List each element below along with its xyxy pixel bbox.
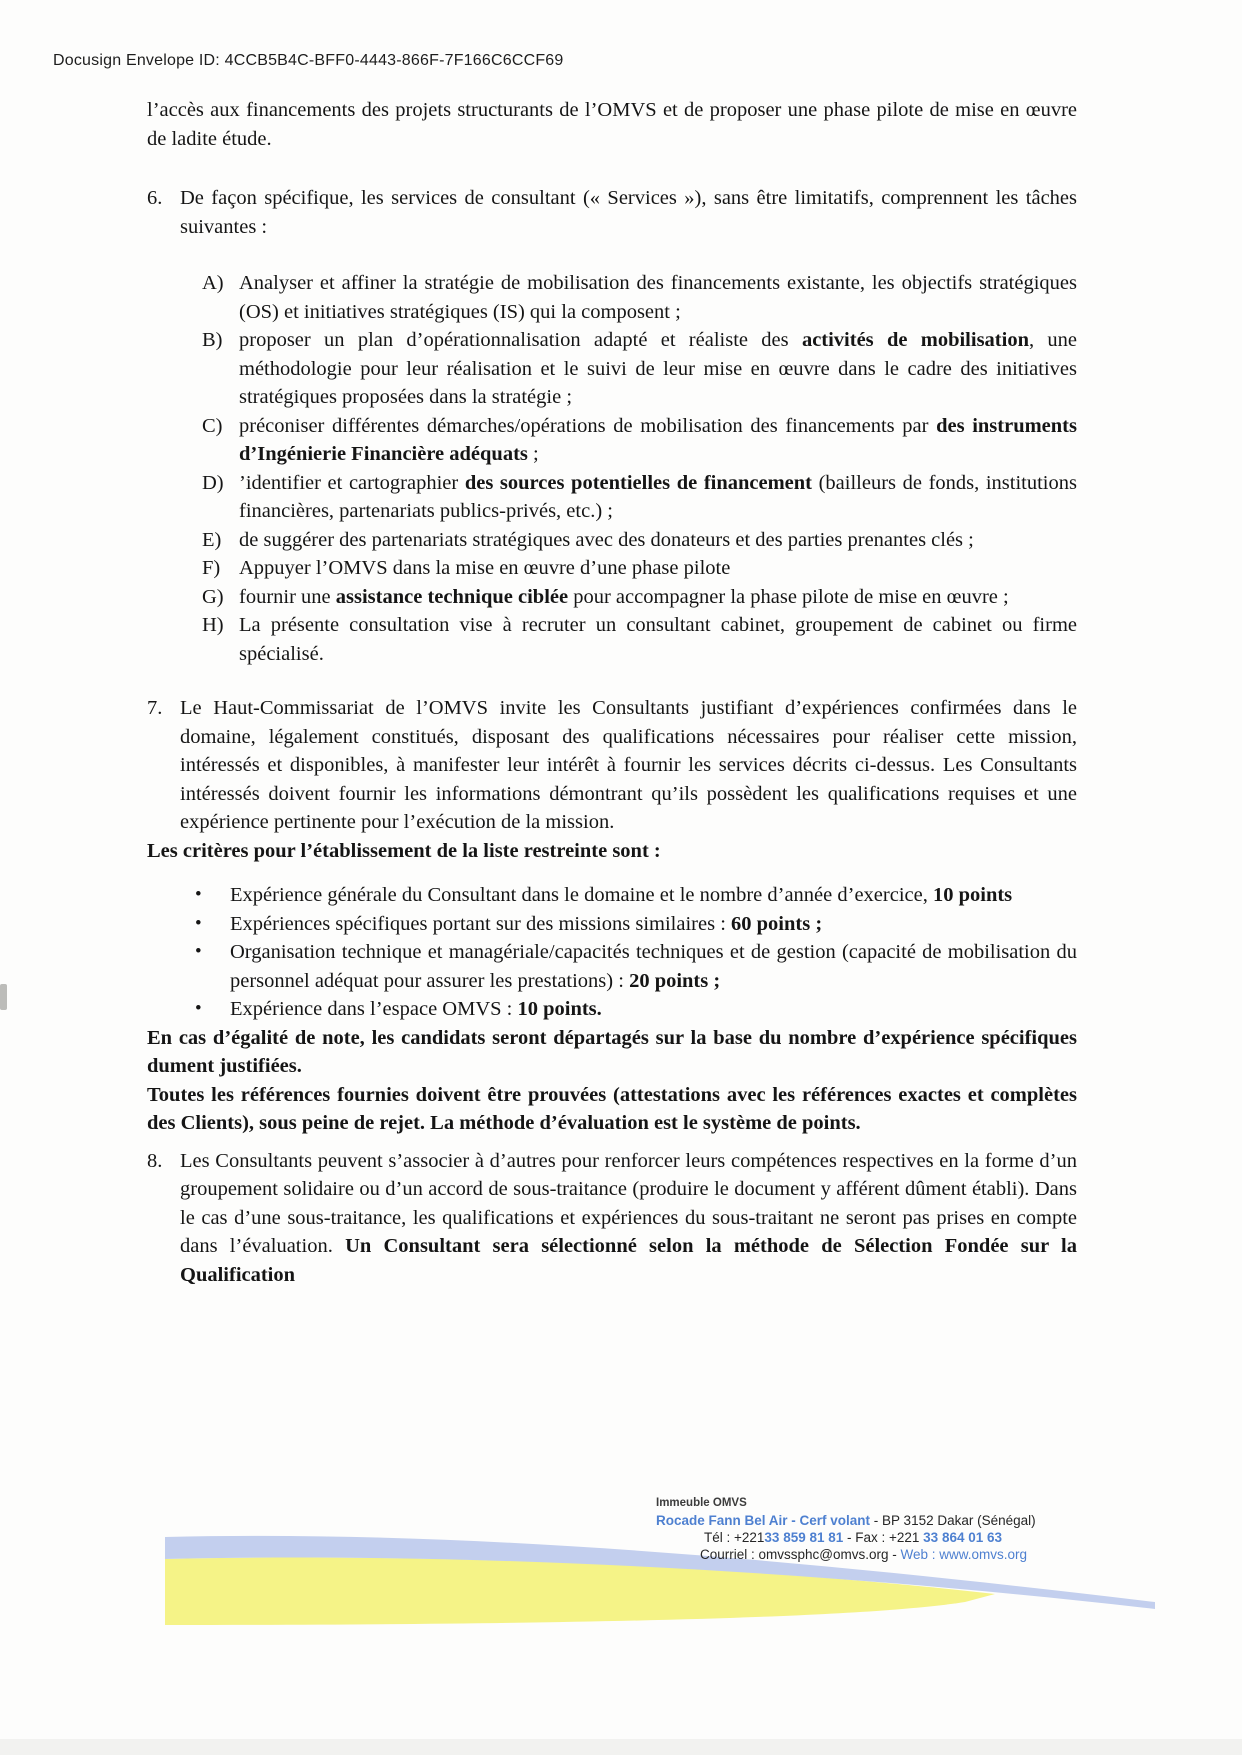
item-text: Le Haut-Commissariat de l’OMVS invite les Consultants justifiant d’expériences confirmées dans le domaine, légalement constitués, disposant des qualifications nécessaires pour réaliser cette mission, intéressés et disponibles, à manifester leur intérêt à fournir les services décrits ci-dessus. Les Consultants intéressés doivent fournir les informations démontrant qu’ils possèdent les qualifications requises et une expérience pertinente pour l’exécution de la mission.: [180, 697, 1077, 833]
criterion-text: Expérience dans l’espace OMVS : 10 points.: [230, 998, 602, 1020]
criterion-text: Expériences spécifiques portant sur des missions similaires : 60 points ;: [230, 912, 823, 935]
task-letter: C): [202, 414, 223, 437]
numbered-item-8: [147, 1147, 1077, 1290]
footer-email: Courriel : omvssphc@omvs.org -: [700, 1547, 901, 1562]
references-note: Toutes les références fournies doivent être prouvées (attestations avec les références exactes et complètes des Clients), sous peine de rejet. La méthode d’évaluation est le système de points.: [147, 1083, 1077, 1134]
footer-address: [656, 1512, 1036, 1529]
task-letter: E): [202, 528, 222, 551]
task-letter: A): [202, 272, 224, 294]
task-item-d: [202, 469, 1077, 526]
footer-tel-number: 33 859 81 81: [764, 1530, 844, 1545]
document-body: [147, 96, 1077, 1289]
footer-address-bp: - BP 3152 Dakar (Sénégal): [870, 1513, 1036, 1528]
footer-phone-fax: Tél : +22133 859 81 81 - Fax : +221 33 864 01 63: [704, 1530, 1002, 1545]
item-number: 7.: [147, 697, 163, 719]
bullet-icon: •: [195, 884, 202, 905]
item-text: De façon spécifique, les services de consultant (« Services »), sans être limitatifs, comprennent les tâches suivantes :: [180, 187, 1077, 238]
numbered-item-7: [147, 694, 1077, 837]
criterion-3: [193, 938, 1077, 995]
scan-artifact: [0, 984, 7, 1010]
bullet-icon: •: [195, 998, 202, 1019]
task-letter: H): [202, 614, 224, 636]
task-text: fournir une assistance technique ciblée pour accompagner la phase pilote de mise en œuvre ;: [239, 585, 1009, 608]
item-text: Les Consultants peuvent s’associer à d’autres pour renforcer leurs compétences respectives en la forme d’un groupement solidaire ou d’un accord de sous-traitance (produire le document y afférent dûment établi). Dans le cas d’une sous-traitance, les qualifications et expériences du sous-traitant ne seront pas prises en compte dans l’évaluation. Un Consultant sera sélectionné selon la méthode de Sélection Fondée sur la Qualification: [180, 1149, 1078, 1286]
task-item-f: [202, 554, 1077, 583]
task-item-c: [202, 412, 1077, 469]
footer-contact-block: [656, 1495, 1036, 1563]
bullet-icon: •: [195, 912, 202, 934]
numbered-item-6: [147, 184, 1077, 241]
item-number: 6.: [147, 187, 163, 209]
footer-building: Immeuble OMVS: [656, 1497, 747, 1509]
item-number: 8.: [147, 1149, 163, 1172]
task-text: Appuyer l’OMVS dans la mise en œuvre d’une phase pilote: [239, 557, 731, 579]
task-text: de suggérer des partenariats stratégiques avec des donateurs et des parties prenantes clés ;: [239, 528, 974, 551]
criterion-1: [193, 881, 1077, 910]
task-letter: F): [202, 557, 221, 579]
task-item-h: [202, 611, 1077, 668]
task-text: Analyser et affiner la stratégie de mobilisation des financements existante, les objectifs stratégiques (OS) et initiatives stratégiques (IS) qui la composent ;: [239, 272, 1077, 323]
task-item-e: [202, 526, 1077, 555]
footer-fax-number: 33 864 01 63: [923, 1530, 1002, 1545]
task-text: proposer un plan d’opérationnalisation adapté et réaliste des activités de mobilisation, une méthodologie pour leur réalisation et le suivi de leur mise en œuvre dans le cadre des initiatives stratégiques proposées dans la stratégie ;: [239, 329, 1078, 408]
task-item-g: [202, 583, 1077, 612]
task-letter: B): [202, 329, 223, 351]
task-letter: D): [202, 471, 224, 494]
tie-break-note: En cas d’égalité de note, les candidats seront départagés sur la base du nombre d’expérience spécifiques dument justifiées.: [147, 1026, 1077, 1077]
criteria-list: [193, 881, 1077, 1024]
criteria-heading: Les critères pour l’établissement de la liste restreinte sont :: [147, 839, 661, 862]
criterion-text: Expérience générale du Consultant dans le domaine et le nombre d’année d’exercice, 10 points: [230, 884, 1013, 906]
footer-address-location: Rocade Fann Bel Air - Cerf volant: [656, 1513, 871, 1528]
criterion-text: Organisation technique et managériale/capacités techniques et de gestion (capacité de mobilisation du personnel adéquat pour assurer les prestations) : 20 points ;: [230, 941, 1077, 992]
footer-web: Web : www.omvs.org: [900, 1547, 1028, 1562]
task-item-b: [202, 326, 1077, 412]
task-text: ’identifier et cartographier des sources potentielles de financement (bailleurs de fonds, institutions financières, partenariats publics-privés, etc.) ;: [239, 471, 1077, 522]
docusign-envelope-id: Docusign Envelope ID: 4CCB5B4C-BFF0-4443-866F-7F166C6CCF69: [53, 52, 564, 69]
intro-paragraph: l’accès aux financements des projets structurants de l’OMVS et de proposer une phase pilote de mise en œuvre de ladite étude.: [147, 99, 1077, 150]
criterion-4: [193, 995, 1077, 1024]
bullet-icon: •: [195, 941, 202, 962]
criterion-2: [193, 910, 1077, 939]
task-text: préconiser différentes démarches/opérations de mobilisation des financements par des instruments d’Ingénierie Financière adéquats ;: [239, 414, 1077, 465]
task-letter: G): [202, 585, 224, 608]
task-text: La présente consultation vise à recruter un consultant cabinet, groupement de cabinet ou firme spécialisé.: [239, 614, 1077, 665]
task-item-a: [202, 269, 1077, 326]
wave-yellow-band: [165, 1557, 995, 1625]
task-list: [202, 269, 1077, 668]
scan-edge-shadow: [0, 1739, 1242, 1755]
footer-email-web: [700, 1546, 1036, 1563]
